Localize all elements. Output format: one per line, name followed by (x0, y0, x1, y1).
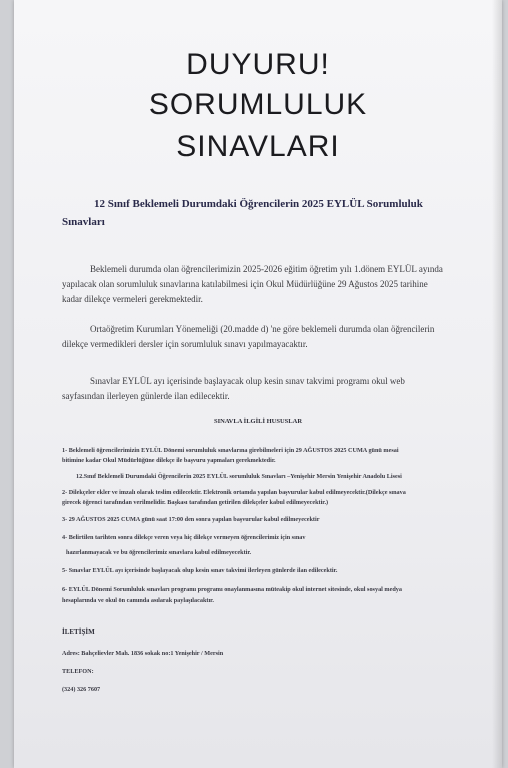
paragraph-exam-schedule (62, 374, 462, 404)
document-page (14, 0, 502, 768)
subtitle-line-2: Sınavları (62, 216, 105, 228)
list-item: hazırlanmayacak ve bu öğrencilerimiz sınavlara kabul edilmeyecektir. (66, 549, 252, 556)
document-subtitle (62, 195, 462, 231)
list-item: hesaplarında ve okul ön camında asılarak paylaşılacaktır. (62, 597, 214, 604)
list-item: 6- EYLÜL Dönemi Sorumluluk sınavları programı programı onaylanmasına müteakip okul internet sitesinde, okul sosyal medya (62, 586, 402, 593)
paragraph-line: Sınavlar EYLÜL ayı içerisinde başlayacak olup kesin sınav takvimi programı okul web (90, 376, 405, 386)
paragraph-line: kadar dilekçe vermeleri gerekmektedir. (62, 294, 203, 304)
announcement-title: DUYURU! (186, 48, 330, 81)
subtitle-line-1: 12 Sınıf Beklemeli Durumdaki Öğrencilerin 2025 EYLÜL Sorumluluk (94, 198, 423, 210)
paragraph-line: Ortaöğretim Kurumları Yönemeliği (20.madde d) 'ne göre beklemeli durumda olan öğrencilerin (90, 324, 435, 334)
contact-phone-label: TELEFON: (62, 668, 94, 675)
paragraph-line: Beklemeli durumda olan öğrencilerimizin 2025-2026 eğitim öğretim yılı 1.dönem EYLÜL ayında (90, 264, 443, 274)
list-item: 2- Dilekçeler ekler ve imzalı olarak teslim edilecektir. Elektronik ortamda yapılan başvurular kabul edilmeyecektir.(Dilekçe sınava (62, 489, 406, 496)
section-heading: SINAVLA İLGİLİ HUSUSLAR (213, 418, 303, 425)
list-item: 4- Belirtilen tarihten sonra dilekçe veren veya hiç dilekçe vermeyen öğrencilerimiz için sınav (62, 534, 306, 541)
paragraph-line: sayfasından ilerleyen günlerde ilan edilecektir. (62, 391, 230, 401)
contact-phone: (324) 326 7607 (62, 686, 101, 693)
contact-address: Adres: Bahçelievler Mah. 1836 sokak no:1 Yenişehir / Mersin (62, 650, 224, 657)
page-edge-shadow (492, 0, 502, 768)
paragraph-line: dilekçe vermedikleri dersler için sorumluluk sınavı yapılmayacaktır. (62, 339, 308, 349)
list-item: 1- Beklemeli öğrencilerimizin EYLÜL Dönemi sorumluluk sınavlarına girebilmeleri için 29 AĞUSTOS 2025 CUMA günü mesai (62, 447, 399, 454)
list-item: bitimine kadar Okul Müdürlüğüne dilekçe ile başvuru yapmaları gerekmektedir. (62, 457, 276, 464)
list-item: 3- 29 AĞUSTOS 2025 CUMA günü saat 17:00 den sonra yapılan başvurular kabul edilmeyecektir (62, 516, 320, 523)
contact-heading: İLETİŞİM (62, 628, 95, 636)
list-item: 5- Sınavlar EYLÜL ayı içerisinde başlayacak olup kesin sınav takvimi ilerleyen günlerde ilan edilecektir. (62, 567, 338, 574)
title-line-responsibility: SORUMLULUK (148, 88, 368, 121)
list-item: 12.Sınıf Beklemeli Durumdaki Öğrencilerin 2025 EYLÜL sorumluluk Sınavları –Yenişehir Mersin Yenişehir Anadolu Lisesi (76, 473, 402, 480)
paragraph-regulation (62, 322, 462, 352)
title-line-exams: SINAVLARI (176, 130, 340, 163)
list-item: girecek öğrenci tarafından verilmelidir. Başkası tarafından getirilen dilekçeler kabul edilmeyecektir.) (62, 499, 329, 506)
paragraph-line: yapılacak olan sorumluluk sınavlarına katılabilmesi için Okul Müdürlüğüne 29 Ağustos 2025 tarihine (62, 279, 428, 289)
paragraph-application-deadline (62, 262, 462, 307)
